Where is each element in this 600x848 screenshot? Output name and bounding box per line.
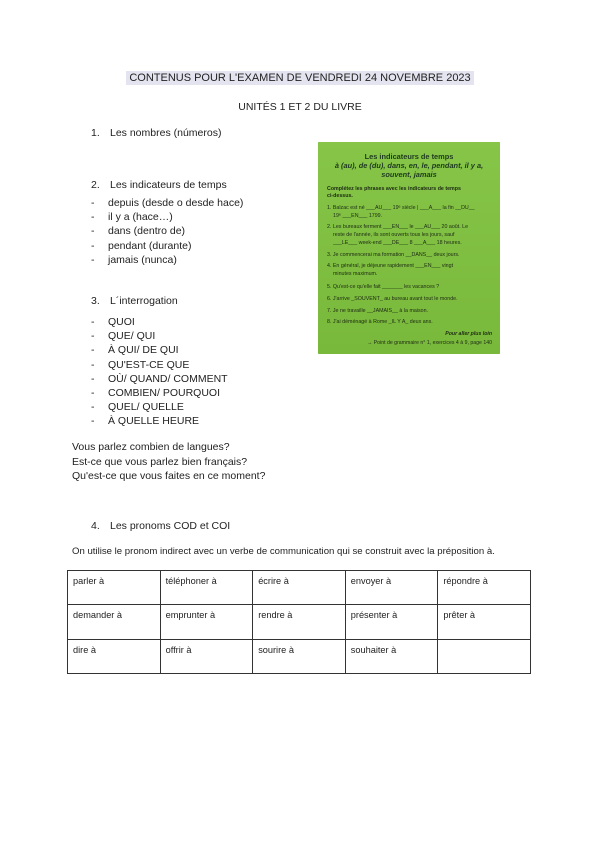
section-4-heading <box>91 520 230 532</box>
exercise-instruction: ci-dessus. <box>327 193 353 199</box>
list-item: - QUOI <box>91 316 135 328</box>
table-cell: envoyer à <box>345 571 438 605</box>
exercise-line: reste de l'année, ils sont ouverts tous les jours, sauf <box>333 232 455 238</box>
exercise-line: 8. J'ai déménagé à Rome _IL Y A_ deux ans. <box>327 319 433 325</box>
list-item: - COMBIEN/ POURQUOI <box>91 386 221 399</box>
table-cell: demander à <box>68 605 161 639</box>
list-item: - QUEL/ QUELLE <box>91 401 184 414</box>
section-1-heading <box>91 127 221 139</box>
list-item: - jamais (nunca) <box>91 253 177 266</box>
exercise-line: minutes maximum. <box>333 271 378 277</box>
table-cell <box>438 639 531 673</box>
interrogation-list <box>91 315 228 429</box>
exercise-image <box>318 142 500 354</box>
page-title <box>0 72 600 84</box>
table-cell: téléphoner à <box>160 571 253 605</box>
exercise-line: 2. Les bureaux ferment ___EN___ le ___AU___ 20 août. Le <box>327 224 469 230</box>
section-label: Les pronoms COD et COI <box>110 520 231 532</box>
exercise-line: 3. Je commencerai ma formation __DANS__ deux jours. <box>327 252 460 258</box>
exercise-instruction: Complétez les phrases avec les indicateurs de temps <box>327 186 461 192</box>
section-label: L´interrogation <box>110 295 178 307</box>
question-line: Est-ce que vous parlez bien français? <box>72 455 248 468</box>
table-cell: dire à <box>68 639 161 673</box>
list-item: - OÙ/ QUAND/ COMMENT <box>91 372 228 385</box>
question-line: Vous parlez combien de langues? <box>72 441 230 453</box>
title-text: CONTENUS POUR L'EXAMEN DE VENDREDI 24 NOVEMBRE 2023 <box>126 71 473 85</box>
list-item: - depuis (desde o desde hace) <box>91 197 244 209</box>
verb-table <box>67 570 531 674</box>
exercise-line: 5. Qu'est-ce qu'elle fait _______ les vacances ? <box>327 284 440 290</box>
section-3-heading <box>91 295 178 307</box>
exercise-reference: → Point de grammaire n° 1, exercices 4 à 9, page 140 <box>367 340 492 346</box>
table-cell: répondre à <box>438 571 531 605</box>
table-cell: parler à <box>68 571 161 605</box>
list-item: - QU'EST-CE QUE <box>91 358 190 371</box>
table-cell: souhaiter à <box>345 639 438 673</box>
table-row <box>68 571 531 605</box>
section-number: 2. <box>91 179 100 191</box>
list-item: - dans (dentro de) <box>91 225 186 238</box>
exercise-heading: Les indicateurs de temps <box>364 152 454 161</box>
table-row <box>68 605 531 639</box>
table-row <box>68 639 531 673</box>
section-label: Les indicateurs de temps <box>110 179 227 191</box>
list-item: - À QUI/ DE QUI <box>91 344 179 357</box>
grammar-note: On utilise le pronom indirect avec un verbe de communication qui se construit avec la préposition à. <box>72 546 495 557</box>
section-number: 3. <box>91 295 100 307</box>
exercise-footer: Pour aller plus loin <box>445 331 492 337</box>
table-cell: prêter à <box>438 605 531 639</box>
exercise-subheading: à (au), de (du), dans, en, le, pendant, il y a, <box>334 161 484 170</box>
section-label: Les nombres (números) <box>110 127 222 139</box>
exercise-line: 19ᵉ ___EN___ 1799. <box>333 213 383 219</box>
exercise-line: ___LE___ week-end ___DE___ 8 ___À___ 18 heures. <box>333 240 462 246</box>
table-cell: offrir à <box>160 639 253 673</box>
table-cell: sourire à <box>253 639 346 673</box>
table-cell: présenter à <box>345 605 438 639</box>
section-number: 4. <box>91 520 100 532</box>
list-item: - il y a (hace…) <box>91 211 173 224</box>
exercise-line: 7. Je ne travaille __JAMAIS__ à la maison. <box>327 308 428 314</box>
list-item: - QUE/ QUI <box>91 330 156 343</box>
example-questions <box>72 440 265 484</box>
time-indicators-list <box>91 196 243 267</box>
exercise-line: 1. Balzac est né ___AU___ 19ᵉ siècle | ___À___ la fin __DU__ <box>327 205 475 211</box>
table-cell: écrire à <box>253 571 346 605</box>
question-line: Qu'est-ce que vous faites en ce moment? <box>72 470 266 482</box>
list-item: - pendant (durante) <box>91 239 192 252</box>
section-number: 1. <box>91 127 100 139</box>
table-cell: emprunter à <box>160 605 253 639</box>
exercise-line: 6. J'arrive _SOUVENT_ au bureau avant tout le monde. <box>327 296 458 302</box>
exercise-subheading: souvent, jamais <box>381 170 437 179</box>
list-item: - À QUELLE HEURE <box>91 415 200 428</box>
exercise-line: 4. En général, je déjeune rapidement ___EN___ vingt <box>327 263 454 269</box>
page-subtitle: UNITÉS 1 ET 2 DU LIVRE <box>238 101 362 113</box>
section-2-heading <box>91 179 227 191</box>
table-cell: rendre à <box>253 605 346 639</box>
